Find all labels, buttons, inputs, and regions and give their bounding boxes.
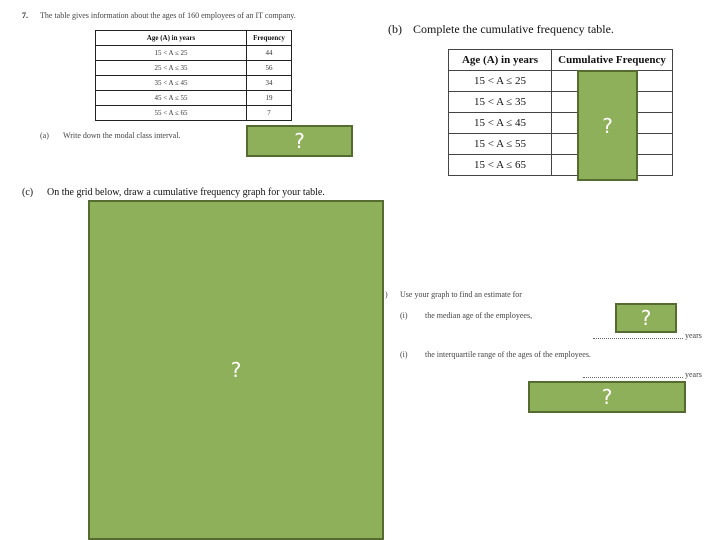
frequency-cell: 56 (247, 61, 292, 76)
answer-mask-modal-class: ? (246, 125, 353, 157)
column-header-age: Age (A) in years (96, 31, 247, 46)
iqr-unit: years (685, 370, 702, 379)
part-a-text: Write down the modal class interval. (63, 131, 181, 140)
median-unit: years (685, 331, 702, 340)
table-row (449, 113, 673, 134)
part-d-ii-text: the interquartile range of the ages of the employees. (425, 350, 591, 359)
table-row (96, 91, 292, 106)
age-cell: 15 < A ≤ 55 (449, 134, 552, 155)
age-cell: 15 < A ≤ 65 (449, 155, 552, 176)
part-d-ii-label: (i) (400, 350, 408, 359)
column-header-cumulative-frequency: Cumulative Frequency (552, 50, 673, 71)
part-c-text: On the grid below, draw a cumulative frequency graph for your table. (47, 187, 325, 198)
frequency-table (95, 30, 292, 121)
age-cell: 45 < A ≤ 55 (96, 91, 247, 106)
answer-line-iqr (583, 376, 683, 378)
age-cell: 55 < A ≤ 65 (96, 106, 247, 121)
part-d-i-label: (i) (400, 311, 408, 320)
table-row (449, 92, 673, 113)
age-cell: 15 < A ≤ 25 (449, 71, 552, 92)
age-cell: 35 < A ≤ 45 (96, 76, 247, 91)
column-header-frequency: Frequency (247, 31, 292, 46)
answer-mask-graph-grid: ? (88, 200, 384, 540)
part-d-text: Use your graph to find an estimate for (400, 290, 522, 299)
table-row (449, 71, 673, 92)
answer-mask-median: ? (615, 303, 677, 333)
frequency-cell: 34 (247, 76, 292, 91)
age-cell: 15 < A ≤ 25 (96, 46, 247, 61)
frequency-cell: 19 (247, 91, 292, 106)
table-row (449, 134, 673, 155)
part-d-label: ) (385, 290, 388, 299)
part-b-text: Complete the cumulative frequency table. (413, 22, 614, 36)
cumulative-table-header (449, 50, 673, 71)
table-row (449, 155, 673, 176)
part-a-label: (a) (40, 131, 49, 140)
age-cell: 15 < A ≤ 45 (449, 113, 552, 134)
question-number: 7. (22, 11, 28, 20)
table-row (96, 61, 292, 76)
frequency-cell: 7 (247, 106, 292, 121)
column-header-age: Age (A) in years (449, 50, 552, 71)
part-c-label: (c) (22, 187, 34, 198)
answer-mask-cumulative-frequencies: ? (577, 70, 638, 181)
part-d-i-text: the median age of the employees, (425, 311, 533, 320)
frequency-table-header (96, 31, 292, 46)
age-cell: 15 < A ≤ 35 (449, 92, 552, 113)
table-row (96, 76, 292, 91)
question-intro: The table gives information about the ages of 160 employees of an IT company. (40, 11, 296, 20)
table-row (96, 46, 292, 61)
table-row (96, 106, 292, 121)
cumulative-frequency-table (448, 49, 673, 176)
answer-mask-interquartile-range: ? (528, 381, 686, 413)
age-cell: 25 < A ≤ 35 (96, 61, 247, 76)
frequency-cell: 44 (247, 46, 292, 61)
part-b-label: (b) (388, 22, 402, 36)
answer-line-median (593, 337, 683, 339)
